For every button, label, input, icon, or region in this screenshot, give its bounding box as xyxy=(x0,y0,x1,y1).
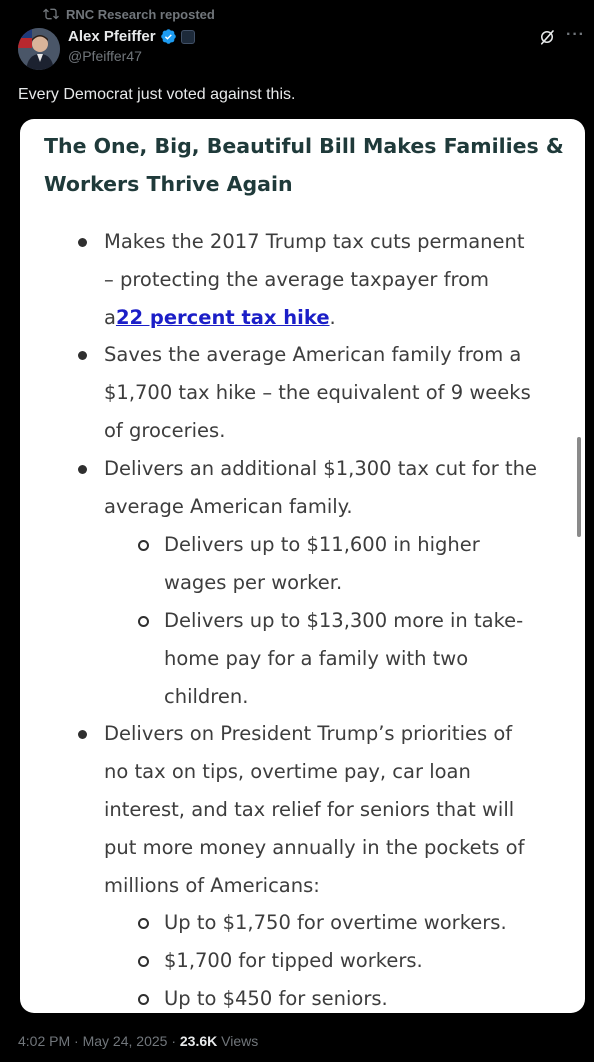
embedded-image[interactable] xyxy=(20,119,585,1013)
bullet-line: Delivers up to $11,600 in higher xyxy=(164,533,480,556)
sub-bullet-circle xyxy=(138,540,149,551)
meta-separator: · xyxy=(171,1033,176,1049)
image-title-line: Workers Thrive Again xyxy=(44,172,293,196)
bullet-line: Makes the 2017 Trump tax cuts permanent xyxy=(104,230,525,253)
image-title-line: The One, Big, Beautiful Bill Makes Families & xyxy=(44,134,564,158)
bullet-line: $1,700 tax hike – the equivalent of 9 weeks xyxy=(104,381,531,404)
sub-bullet-circle xyxy=(138,994,149,1005)
avatar[interactable] xyxy=(18,28,60,70)
more-options-icon[interactable]: ··· xyxy=(566,26,585,43)
bullet-line: of groceries. xyxy=(104,419,226,442)
bullet-dot xyxy=(78,465,87,474)
bullet-line: Up to $1,750 for overtime workers. xyxy=(164,911,507,934)
bullet-line: Delivers up to $13,300 more in take- xyxy=(164,609,524,632)
repost-label: RNC Research reposted xyxy=(66,6,215,22)
avatar-image xyxy=(18,28,60,70)
sub-bullet-circle xyxy=(138,918,149,929)
bullet-line: put more money annually in the pockets of xyxy=(104,836,525,859)
repost-icon xyxy=(42,6,60,22)
bullet-dot xyxy=(78,730,87,739)
sub-bullet-item xyxy=(164,942,423,980)
views-label: Views xyxy=(221,1033,259,1049)
tweet-time[interactable]: 4:02 PM xyxy=(18,1033,71,1049)
author-name[interactable]: Alex Pfeiffer xyxy=(68,28,156,45)
tweet-text: Every Democrat just voted against this. xyxy=(18,86,296,103)
bullet-item xyxy=(104,336,531,450)
bullet-text: a xyxy=(104,306,116,329)
repost-indicator[interactable] xyxy=(42,6,215,22)
bullet-line: Up to $450 for seniors. xyxy=(164,987,388,1010)
tweet-date[interactable]: May 24, 2025 xyxy=(82,1033,168,1049)
bullet-line: $1,700 for tipped workers. xyxy=(164,949,423,972)
bullet-line: children. xyxy=(164,685,249,708)
verified-badge-icon[interactable] xyxy=(160,28,177,45)
bullet-line xyxy=(104,299,525,337)
bullet-line: interest, and tax relief for seniors that will xyxy=(104,798,515,821)
image-scrollbar xyxy=(577,437,581,537)
bullet-line: millions of Americans: xyxy=(104,874,320,897)
bullet-line: wages per worker. xyxy=(164,571,343,594)
grok-icon[interactable] xyxy=(538,28,556,46)
bullet-line: Saves the average American family from a xyxy=(104,343,522,366)
bullet-line: home pay for a family with two xyxy=(164,647,469,670)
sub-bullet-item xyxy=(164,526,480,602)
tax-hike-link[interactable]: 22 percent tax hike xyxy=(115,306,330,329)
bullet-line: – protecting the average taxpayer from xyxy=(104,268,490,291)
tweet-meta xyxy=(18,1033,258,1049)
sub-bullet-item xyxy=(164,602,523,716)
views-count[interactable]: 23.6K xyxy=(179,1033,218,1049)
affiliate-badge-icon[interactable] xyxy=(181,30,195,44)
author-handle[interactable]: @Pfeiffer47 xyxy=(68,48,142,64)
bullet-text: . xyxy=(329,306,336,329)
bullet-dot xyxy=(78,351,87,360)
sub-bullet-circle xyxy=(138,956,149,967)
bullet-item xyxy=(104,223,525,337)
bullet-line: no tax on tips, overtime pay, car loan xyxy=(104,760,471,783)
bullet-line: Delivers an additional $1,300 tax cut for the xyxy=(104,457,538,480)
bullet-item xyxy=(104,715,524,905)
bullet-dot xyxy=(78,238,87,247)
sub-bullet-item xyxy=(164,980,388,1013)
meta-separator: · xyxy=(74,1033,79,1049)
image-title xyxy=(44,127,564,203)
sub-bullet-circle xyxy=(138,616,149,627)
bullet-line: average American family. xyxy=(104,495,353,518)
author-name-row[interactable] xyxy=(68,28,195,45)
bullet-line: Delivers on President Trump’s priorities of xyxy=(104,722,513,745)
bullet-item xyxy=(104,450,537,526)
sub-bullet-item xyxy=(164,904,507,942)
